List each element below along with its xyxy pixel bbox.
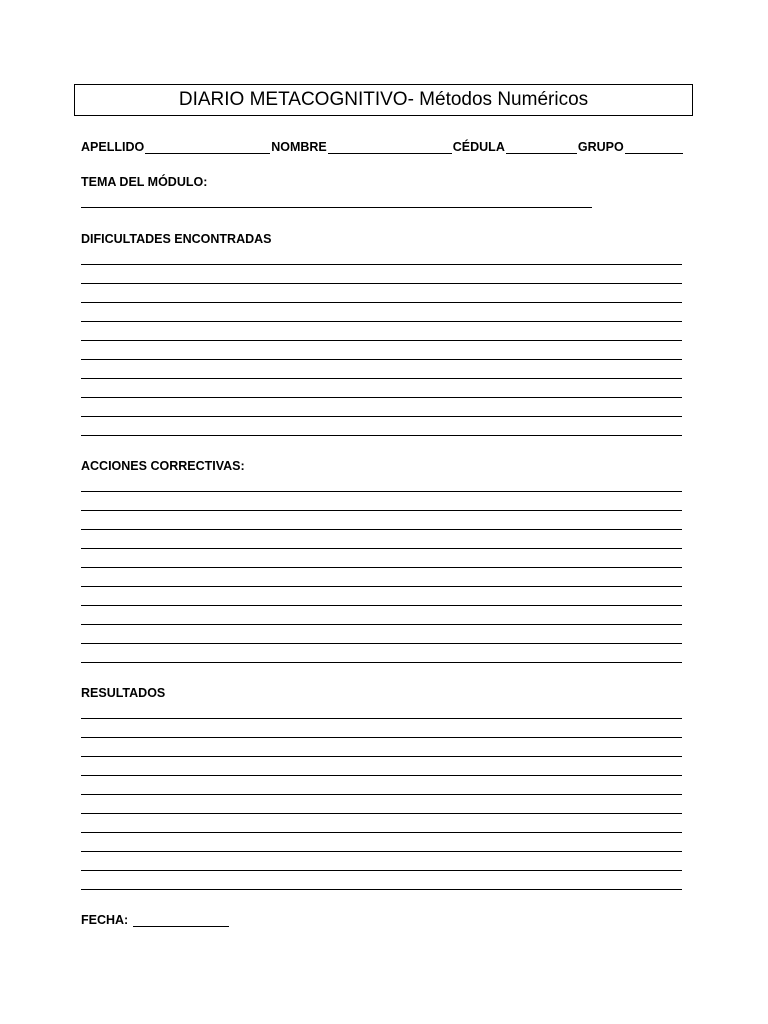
- writing-line[interactable]: [81, 889, 682, 890]
- writing-line[interactable]: [81, 359, 682, 360]
- writing-line[interactable]: [81, 775, 682, 776]
- writing-line[interactable]: [81, 643, 682, 644]
- writing-line[interactable]: [81, 737, 682, 738]
- section-label-acciones: ACCIONES CORRECTIVAS:: [81, 459, 245, 473]
- writing-line[interactable]: [81, 851, 682, 852]
- tema-label: TEMA DEL MÓDULO:: [81, 175, 208, 189]
- section-label-dificultades: DIFICULTADES ENCONTRADAS: [81, 232, 272, 246]
- writing-line[interactable]: [81, 605, 682, 606]
- writing-line[interactable]: [81, 718, 682, 719]
- writing-line[interactable]: [81, 416, 682, 417]
- writing-line[interactable]: [81, 302, 682, 303]
- writing-line[interactable]: [81, 378, 682, 379]
- writing-line[interactable]: [81, 321, 682, 322]
- grupo-field[interactable]: [625, 141, 683, 154]
- writing-line[interactable]: [81, 491, 682, 492]
- apellido-field[interactable]: [145, 141, 270, 154]
- writing-line[interactable]: [81, 624, 682, 625]
- section-label-resultados: RESULTADOS: [81, 686, 166, 700]
- fecha-label: FECHA:: [81, 913, 129, 927]
- cedula-field[interactable]: [506, 141, 577, 154]
- writing-line[interactable]: [81, 832, 682, 833]
- writing-line[interactable]: [81, 264, 682, 265]
- nombre-field[interactable]: [328, 141, 452, 154]
- writing-line[interactable]: [81, 870, 682, 871]
- writing-line[interactable]: [81, 794, 682, 795]
- tema-field[interactable]: [81, 207, 592, 208]
- writing-line[interactable]: [81, 813, 682, 814]
- writing-line[interactable]: [81, 586, 682, 587]
- fecha-field[interactable]: [133, 914, 229, 927]
- writing-line[interactable]: [81, 510, 682, 511]
- grupo-label: GRUPO: [577, 140, 624, 154]
- fecha-row: [81, 913, 230, 927]
- writing-line[interactable]: [81, 567, 682, 568]
- nombre-label: NOMBRE: [271, 140, 327, 154]
- student-info-row: [81, 136, 687, 154]
- title-box: [74, 84, 693, 116]
- writing-line[interactable]: [81, 662, 682, 663]
- cedula-label: CÉDULA: [452, 140, 505, 154]
- writing-line[interactable]: [81, 529, 682, 530]
- writing-line[interactable]: [81, 397, 682, 398]
- page-title: DIARIO METACOGNITIVO- Métodos Numéricos: [178, 89, 589, 110]
- writing-line[interactable]: [81, 548, 682, 549]
- apellido-label: APELLIDO: [81, 140, 145, 154]
- writing-line[interactable]: [81, 340, 682, 341]
- writing-line[interactable]: [81, 756, 682, 757]
- writing-line[interactable]: [81, 435, 682, 436]
- writing-line[interactable]: [81, 283, 682, 284]
